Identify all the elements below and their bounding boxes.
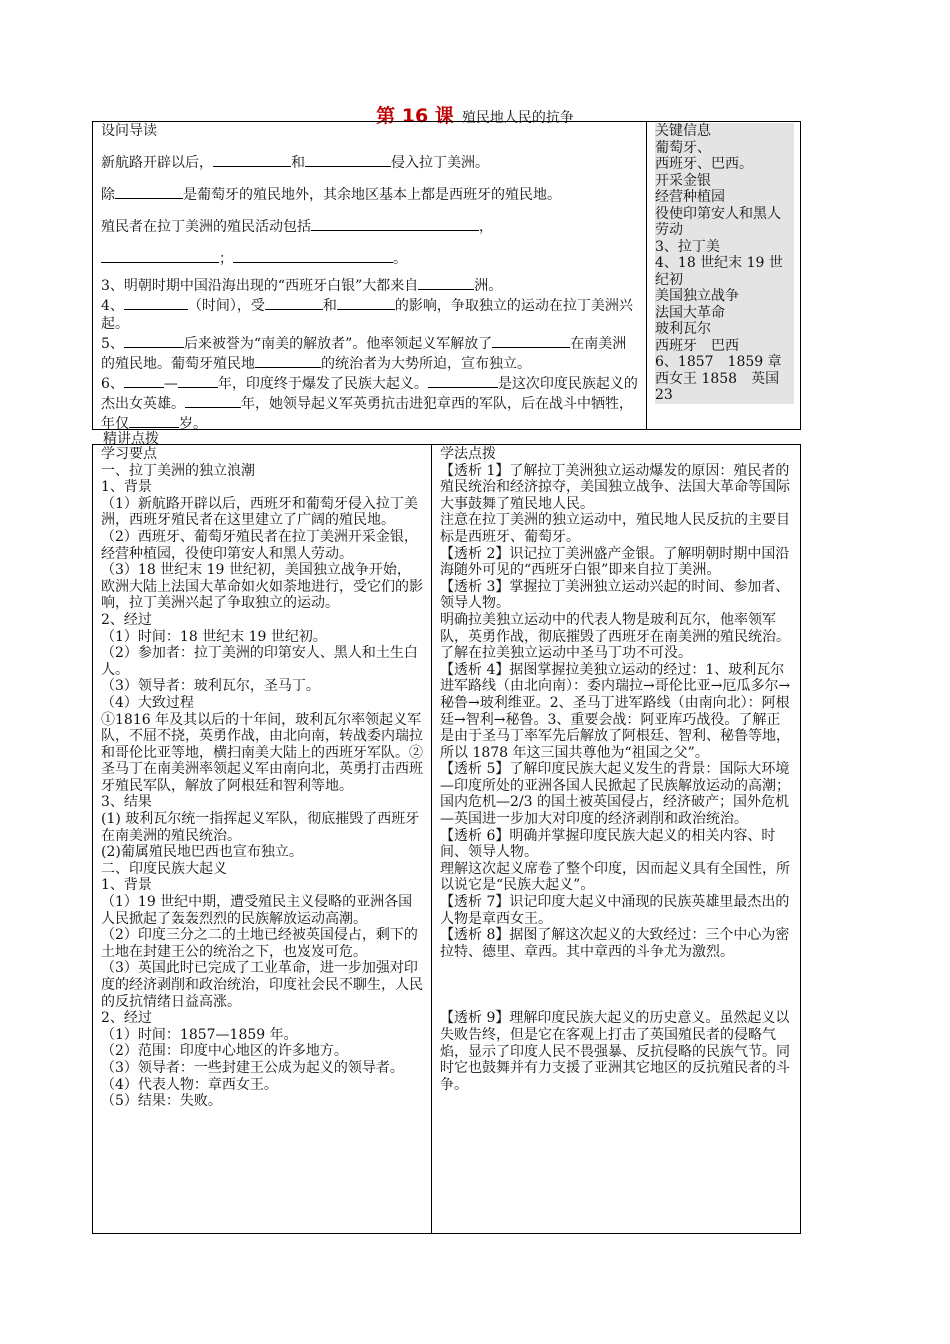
- study-point-line: 二、印度民族大起义: [101, 860, 227, 877]
- study-point-line: ①1816 年及其以后的十年间，玻利瓦尔率领起义军队，不屈不挠，英勇作战，由北向南，转战委内瑞拉和哥伦比亚等地，横扫南美大陆上的西班牙军队。②圣马丁在南美洲率领起义军由南向北，英勇打击西班牙殖民军队，解放了阿根廷和智利等地。: [101, 711, 423, 794]
- study-point-line: （1）19 世纪中期，遭受殖民主义侵略的亚洲各国人民掀起了轰轰烈烈的民族解放运动高潮。: [101, 894, 413, 927]
- key-info-line: 开采金银: [655, 173, 794, 190]
- question-7: 6、 — 年，印度终于爆发了民族大起义。 是这次印度民族起义的杰出女英雄。 年，她领导起义军英勇抗击进犯章西的军队，后在战斗中牺牲，年仅 岁。: [101, 373, 640, 433]
- key-info-line: 3、拉丁美: [655, 239, 794, 256]
- study-point-line: （4）大致过程: [101, 694, 194, 711]
- method-lines: [440, 463, 792, 1094]
- key-info-line: 法国大革命: [655, 305, 794, 322]
- section-label: 精讲点拨: [103, 431, 159, 447]
- study-point-line: 1、背景: [101, 877, 152, 894]
- method-heading: 学法点拨: [440, 446, 496, 462]
- study-point-line: （2）印度三分之二的土地已经被英国侵占，剩下的土地在封建王公的统治之下，也岌岌可危。: [101, 927, 418, 960]
- study-point-line: (1) 玻利瓦尔统一指挥起义军队，彻底摧毁了西班牙在南美洲的殖民统治。: [101, 811, 420, 844]
- study-point-line: 3、结果: [101, 794, 152, 811]
- key-info-line: 经营种植园: [655, 189, 794, 206]
- method-points-column: [432, 445, 800, 1233]
- study-point-line: （5）结果：失败。: [101, 1093, 222, 1110]
- study-point-line: （3）18 世纪末 19 世纪初，美国独立战争开始，欧洲大陆上法国大革命如火如荼地进行，受它们的影响，拉丁美洲兴起了争取独立的运动。: [101, 562, 423, 612]
- lesson-number: 第 16 课: [376, 105, 454, 127]
- study-point-line: （2）参加者：拉丁美洲的印第安人、黑人和土生白人。: [101, 645, 418, 678]
- question-1: 新航路开辟以后， 和 侵入拉丁美洲。: [101, 152, 640, 172]
- study-point-line: （2）西班牙、葡萄牙殖民者在拉丁美洲开采金银，经营种植园，役使印第安人和黑人劳动。: [101, 528, 418, 562]
- study-point-line: (2)葡属殖民地巴西也宣布独立。: [101, 844, 303, 861]
- question-5: 4、 （时间），受 和 的影响，争取独立的运动在拉丁美洲兴起。: [101, 295, 640, 333]
- method-point-line: 注意在拉丁美洲的独立运动中，殖民地人民反抗的主要目标是西班牙、葡萄牙。: [440, 512, 790, 545]
- method-point-line: 【透析 4】据图掌握拉美独立运动的经过：1、玻利瓦尔进军路线（由北向南）：委内瑞拉→哥伦比亚→厄瓜多尔→秘鲁→玻利维亚。2、圣马丁进军路线（由南向北）：阿根廷→智利→秘鲁。3、重要会战：阿亚库巧战役。了解正是由于圣马丁率军先后解放了阿根廷、智利、秘鲁等地，所以 1878 年这三国共尊他为“祖国之父”。: [440, 661, 791, 761]
- key-info-line: 葡萄牙、: [655, 140, 794, 157]
- key-info-line: 西班牙、巴西。: [655, 156, 794, 173]
- guide-table: [92, 121, 801, 430]
- study-point-line: 一、拉丁美洲的独立浪潮: [101, 462, 255, 479]
- key-info-line: 玻利瓦尔: [655, 321, 794, 338]
- explanation-table: [92, 444, 801, 1234]
- question-3-cont: ； 。: [101, 248, 640, 268]
- study-point-line: （4）代表人物：章西女王。: [101, 1076, 278, 1093]
- method-point-line: 【透析 9】理解印度民族大起义的历史意义。虽然起义以失败告终，但是它在客观上打击了英国殖民者的侵略气焰，显示了印度人民不畏强暴、反抗侵略的民族气节。同时它也鼓舞并有力支援了亚洲其它地区的反抗殖民者的斗争。: [440, 1010, 790, 1093]
- question-4: 3、明朝时期中国沿海出现的“西班牙白银”大都来自 洲。: [101, 275, 640, 295]
- method-point-line: 明确拉美独立运动中的代表人物是玻利瓦尔，他率领军队，英勇作战，彻底摧毁了西班牙在南美洲的殖民统治。: [440, 611, 790, 645]
- key-info-line: 西班牙 巴西: [655, 338, 794, 355]
- guide-column: [93, 122, 647, 432]
- method-point-line: 【透析 3】掌握拉丁美洲独立运动兴起的时间、参加者、领导人物。: [440, 578, 790, 612]
- study-point-line: （2）范围：印度中心地区的许多地方。: [101, 1043, 348, 1060]
- study-point-line: （3）领导者：一些封建王公成为起义的领导者。: [101, 1059, 404, 1076]
- key-info-heading: 关键信息: [655, 123, 794, 140]
- study-point-line: （1）时间：1857—1859 年。: [101, 1026, 298, 1043]
- study-lines: [101, 463, 423, 1110]
- key-info-line: 6、1857 1859 章西女王 1858 英国 23: [655, 354, 794, 403]
- method-point-line: 了解在拉美独立运动中圣马丁功不可没。: [440, 645, 692, 662]
- study-heading: 学习要点: [101, 446, 157, 462]
- method-point-line: 【透析 2】识记拉丁美洲盛产金银。了解明朝时期中国沿海随外可见的“西班牙白银”即来自拉丁美洲。: [440, 545, 790, 579]
- question-3: 殖民者在拉丁美洲的殖民活动包括 ，: [101, 216, 640, 236]
- key-info-line: 美国独立战争: [655, 288, 794, 305]
- lesson-title: 殖民地人民的抗争: [461, 110, 574, 126]
- method-point-line: 理解这次起义席卷了整个印度，因而起义具有全国性，所以说它是“民族大起义”。: [440, 860, 790, 894]
- method-point-line: 【透析 5】了解印度民族大起义发生的背景：国际大环境—印度所处的亚洲各国人民掀起了民族解放运动的高潮；国内危机—2/3 的国土被英国侵占，经济破产；国外危机—英国进一步加大对印度的经济剥削和政治统治。: [440, 761, 790, 828]
- study-point-line: 1、背景: [101, 479, 152, 496]
- study-point-line: （1）新航路开辟以后，西班牙和葡萄牙侵入拉丁美洲，西班牙殖民者在这里建立了广阔的殖民地。: [101, 495, 418, 529]
- key-info-column: [647, 122, 800, 429]
- method-point-line: 【透析 6】明确并掌握印度民族大起义的相关内容、时间、领导人物。: [440, 827, 776, 861]
- question-6: 5、 后来被誉为“南美的解放者”。他率领起义军解放了 在南美洲的殖民地。葡萄牙殖民地 的统治者为大势所迫，宣布独立。: [101, 333, 640, 373]
- method-point-line: 【透析 1】了解拉丁美洲独立运动爆发的原因：殖民者的殖民统治和经济掠夺，美国独立战争、法国大革命等国际大事鼓舞了殖民地人民。: [440, 462, 790, 512]
- study-point-line: 2、经过: [101, 611, 152, 628]
- question-2: 除 是葡萄牙的殖民地外，其余地区基本上都是西班牙的殖民地。: [101, 184, 640, 204]
- study-point-line: （3）英国此时已完成了工业革命，进一步加强对印度的经济剥削和政治统治，印度社会民不聊生，人民的反抗情绪日益高涨。: [101, 960, 423, 1010]
- study-point-line: （1）时间：18 世纪末 19 世纪初。: [101, 628, 327, 645]
- study-point-line: 2、经过: [101, 1010, 152, 1027]
- study-points-column: [93, 445, 432, 1233]
- method-point-line: 【透析 8】据图了解这次起义的大致经过：三个中心为密拉特、德里、章西。其中章西的斗争尤为激烈。: [440, 927, 790, 960]
- key-info-line: 役使印第安人和黑人劳动: [655, 206, 794, 239]
- method-point-line: 【透析 7】识记印度大起义中涌现的民族英雄里最杰出的人物是章西女王。: [440, 894, 790, 927]
- study-point-line: （3）领导者：玻利瓦尔，圣马丁。: [101, 678, 320, 695]
- guide-heading: 设问导读: [101, 123, 157, 139]
- key-info-line: 4、18 世纪末 19 世纪初: [655, 255, 794, 288]
